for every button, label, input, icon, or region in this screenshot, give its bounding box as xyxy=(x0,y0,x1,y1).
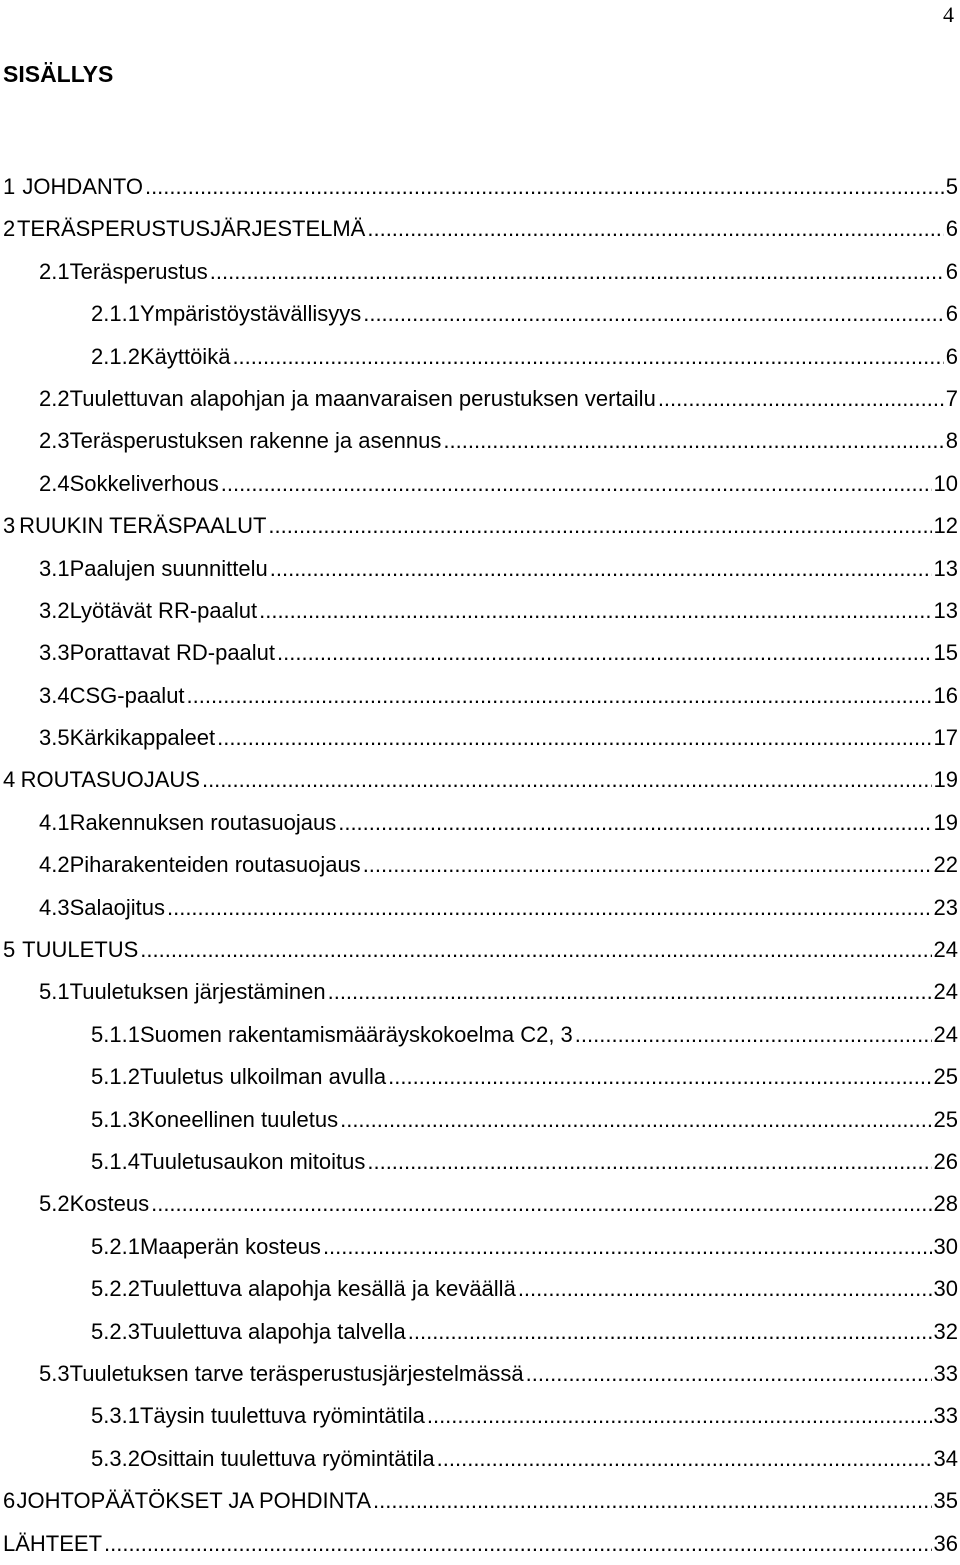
toc-entry-title: Piharakenteiden routasuojaus xyxy=(69,852,361,878)
toc-entry-number: 4 xyxy=(3,767,16,793)
toc-dot-leader xyxy=(328,971,932,1013)
toc-entry-page: 24 xyxy=(933,1021,958,1047)
toc-entry-number: 2.1.2 xyxy=(91,343,140,369)
toc-dot-leader xyxy=(151,1183,931,1225)
toc-entry[interactable] xyxy=(0,208,958,250)
toc-entry-title: Lyötävät RR-paalut xyxy=(69,597,258,623)
toc-entry-title: Kosteus xyxy=(69,1191,150,1217)
toc-dot-leader xyxy=(575,1014,932,1056)
toc-entry-title: JOHDANTO xyxy=(22,174,143,199)
toc-entry[interactable] xyxy=(0,632,958,674)
toc-dot-leader xyxy=(518,1268,932,1310)
toc-entry[interactable] xyxy=(0,887,958,929)
toc-entry[interactable] xyxy=(0,463,958,505)
toc-entry[interactable] xyxy=(0,251,958,293)
toc-entry-number: 3.2 xyxy=(39,597,70,623)
table-of-contents xyxy=(0,166,958,1565)
toc-dot-leader xyxy=(232,336,943,378)
toc-entry-number: 2.1 xyxy=(39,258,70,284)
toc-entry[interactable] xyxy=(0,717,958,759)
toc-entry-page: 30 xyxy=(933,1276,958,1302)
toc-entry[interactable] xyxy=(0,1099,958,1141)
toc-entry-page: 24 xyxy=(933,937,958,963)
toc-entry-title: LÄHTEET xyxy=(3,1530,103,1556)
toc-entry-title: Suomen rakentamismääräyskokoelma C2, 3 xyxy=(139,1021,573,1047)
toc-entry-page: 35 xyxy=(933,1488,958,1514)
toc-entry-title: Tuulettuva alapohja talvella xyxy=(139,1318,406,1344)
toc-dot-leader xyxy=(427,1395,932,1437)
toc-entry-title: Täysin tuulettuva ryömintätila xyxy=(139,1403,425,1429)
toc-entry[interactable] xyxy=(0,505,958,547)
toc-entry-page: 10 xyxy=(933,470,958,496)
toc-dot-leader xyxy=(187,675,932,717)
toc-dot-leader xyxy=(408,1311,932,1353)
toc-dot-leader xyxy=(221,463,932,505)
toc-entry-number: 2.2 xyxy=(39,385,70,411)
toc-entry-title: TERÄSPERUSTUSJÄRJESTELMÄ xyxy=(16,216,366,242)
toc-entry-number: 2.4 xyxy=(39,470,70,496)
toc-entry-number: 2.1.1 xyxy=(91,301,140,327)
toc-entry[interactable] xyxy=(0,1056,958,1098)
toc-entry-page: 23 xyxy=(933,894,958,920)
toc-entry-page: 36 xyxy=(933,1530,958,1556)
toc-entry[interactable] xyxy=(0,1523,958,1565)
toc-entry-title: Maaperän kosteus xyxy=(139,1233,321,1259)
toc-entry[interactable] xyxy=(0,1480,958,1522)
toc-entry[interactable] xyxy=(0,1226,958,1268)
toc-entry[interactable] xyxy=(0,293,958,335)
toc-entry[interactable] xyxy=(0,590,958,632)
toc-entry[interactable] xyxy=(0,548,958,590)
toc-entry-page: 13 xyxy=(933,597,958,623)
toc-entry[interactable] xyxy=(0,1268,958,1310)
toc-entry-page: 34 xyxy=(933,1445,958,1471)
toc-entry-number: 5.1.4 xyxy=(91,1148,140,1174)
toc-dot-leader xyxy=(367,1141,931,1183)
toc-entry-number: 5.2.1 xyxy=(91,1233,140,1259)
toc-entry-page: 7 xyxy=(945,385,958,411)
toc-entry-page: 6 xyxy=(945,258,958,284)
toc-dot-leader xyxy=(363,844,932,886)
toc-entry-title: JOHTOPÄÄTÖKSET JA POHDINTA xyxy=(16,1488,372,1514)
toc-entry-page: 16 xyxy=(933,682,958,708)
toc-entry[interactable] xyxy=(0,1183,958,1225)
toc-dot-leader xyxy=(340,1099,931,1141)
toc-entry[interactable] xyxy=(0,929,958,971)
toc-entry-title: CSG-paalut xyxy=(69,682,185,708)
toc-entry-page: 17 xyxy=(933,725,958,751)
toc-entry[interactable] xyxy=(0,1438,958,1480)
toc-entry[interactable] xyxy=(0,1311,958,1353)
toc-dot-leader xyxy=(388,1056,931,1098)
toc-entry-number: 1 xyxy=(3,174,16,199)
toc-dot-leader xyxy=(259,590,931,632)
toc-entry[interactable] xyxy=(0,378,958,420)
toc-entry-page: 13 xyxy=(933,555,958,581)
toc-entry-title: Teräsperustus xyxy=(69,258,208,284)
toc-dot-leader xyxy=(140,929,931,971)
toc-entry-page: 12 xyxy=(933,513,958,539)
toc-entry-title: Salaojitus xyxy=(69,894,165,920)
toc-dot-leader xyxy=(104,1523,931,1565)
toc-entry[interactable] xyxy=(0,166,958,208)
toc-entry[interactable] xyxy=(0,1395,958,1437)
toc-dot-leader xyxy=(526,1353,932,1395)
toc-entry-page: 32 xyxy=(933,1318,958,1344)
toc-dot-leader xyxy=(338,802,931,844)
toc-entry-title: Kärkikappaleet xyxy=(69,725,216,751)
toc-dot-leader xyxy=(202,759,932,801)
toc-entry-page: 33 xyxy=(933,1403,958,1429)
toc-entry-number: 6 xyxy=(3,1488,16,1514)
toc-entry-number: 2.3 xyxy=(39,428,70,454)
toc-entry-number: 5.1.2 xyxy=(91,1064,140,1090)
toc-entry-number: 5.3 xyxy=(39,1360,70,1386)
toc-entry-title: Tuuletuksen järjestäminen xyxy=(69,979,326,1005)
toc-entry-title: Tuuletusaukon mitoitus xyxy=(139,1148,366,1174)
toc-dot-leader xyxy=(167,887,932,929)
toc-entry-title: Ympäristöystävällisyys xyxy=(139,301,362,327)
toc-entry-number: 3.3 xyxy=(39,640,70,666)
toc-entry-number: 4.3 xyxy=(39,894,70,920)
toc-dot-leader xyxy=(443,420,943,462)
toc-dot-leader xyxy=(373,1480,931,1522)
toc-dot-leader xyxy=(217,717,931,759)
toc-heading: SISÄLLYS xyxy=(3,61,114,87)
toc-entry-number: 2 xyxy=(3,216,16,242)
toc-entry[interactable] xyxy=(0,802,958,844)
toc-dot-leader xyxy=(437,1438,932,1480)
toc-entry[interactable] xyxy=(0,1353,958,1395)
toc-entry-title: Tuulettuvan alapohjan ja maanvaraisen perustuksen vertailu xyxy=(69,385,656,411)
toc-entry-title: Koneellinen tuuletus xyxy=(139,1106,339,1132)
toc-entry-number: 5.2.2 xyxy=(91,1276,140,1302)
toc-dot-leader xyxy=(363,293,944,335)
toc-entry-title: ROUTASUOJAUS xyxy=(20,767,200,793)
toc-entry-title: TUULETUS xyxy=(22,937,139,963)
toc-entry-number: 4.1 xyxy=(39,809,70,835)
toc-entry-number: 5.1.3 xyxy=(91,1106,140,1132)
toc-entry-title: Sokkeliverhous xyxy=(69,470,219,496)
toc-entry-number: 5.1.1 xyxy=(91,1021,140,1047)
toc-entry-page: 28 xyxy=(933,1191,958,1217)
toc-entry[interactable] xyxy=(0,420,958,462)
toc-entry-title: Rakennuksen routasuojaus xyxy=(69,809,337,835)
toc-entry[interactable] xyxy=(0,844,958,886)
toc-entry-page: 33 xyxy=(933,1360,958,1386)
toc-entry-title: Tuuletus ulkoilman avulla xyxy=(139,1064,387,1090)
toc-entry-page: 24 xyxy=(933,979,958,1005)
toc-dot-leader xyxy=(268,505,931,547)
toc-entry-page: 30 xyxy=(933,1233,958,1259)
toc-entry-title: Tuulettuva alapohja kesällä ja keväällä xyxy=(139,1276,516,1302)
toc-entry-number: 4.2 xyxy=(39,852,70,878)
toc-entry-title: Käyttöikä xyxy=(139,343,231,369)
toc-entry-number: 5.3.1 xyxy=(91,1403,140,1429)
toc-entry-page: 15 xyxy=(933,640,958,666)
toc-dot-leader xyxy=(145,166,944,208)
page-number: 4 xyxy=(943,2,954,27)
toc-entry-title: Tuuletuksen tarve teräsperustusjärjestelmässä xyxy=(69,1360,524,1386)
toc-entry-number: 3 xyxy=(3,513,16,539)
toc-dot-leader xyxy=(277,632,931,674)
toc-entry-title: Osittain tuulettuva ryömintätila xyxy=(139,1445,435,1471)
toc-entry[interactable] xyxy=(0,971,958,1013)
toc-entry-number: 3.1 xyxy=(39,555,70,581)
toc-entry-page: 6 xyxy=(945,301,958,327)
toc-entry[interactable] xyxy=(0,675,958,717)
toc-entry[interactable] xyxy=(0,1141,958,1183)
toc-entry-number: 5 xyxy=(3,937,16,963)
toc-dot-leader xyxy=(658,378,944,420)
toc-entry-page: 25 xyxy=(933,1064,958,1090)
toc-entry-page: 6 xyxy=(945,216,958,242)
toc-dot-leader xyxy=(323,1226,932,1268)
toc-entry-page: 26 xyxy=(933,1148,958,1174)
toc-entry[interactable] xyxy=(0,1014,958,1056)
toc-entry-page: 8 xyxy=(945,428,958,454)
toc-entry-title: Porattavat RD-paalut xyxy=(69,640,276,666)
toc-entry-page: 19 xyxy=(933,767,958,793)
toc-entry-page: 19 xyxy=(933,809,958,835)
toc-entry-page: 22 xyxy=(933,852,958,878)
toc-entry[interactable] xyxy=(0,336,958,378)
toc-entry-number: 3.4 xyxy=(39,682,70,708)
toc-entry[interactable] xyxy=(0,759,958,801)
toc-entry-page: 25 xyxy=(933,1106,958,1132)
toc-entry-title: Teräsperustuksen rakenne ja asennus xyxy=(69,428,442,454)
toc-entry-number: 3.5 xyxy=(39,725,70,751)
toc-entry-number: 5.2.3 xyxy=(91,1318,140,1344)
toc-dot-leader xyxy=(367,208,943,250)
toc-entry-title: RUUKIN TERÄSPAALUT xyxy=(19,513,267,539)
toc-entry-page: 5 xyxy=(945,174,958,199)
toc-dot-leader xyxy=(210,251,944,293)
toc-entry-number: 5.1 xyxy=(39,979,70,1005)
toc-dot-leader xyxy=(270,548,932,590)
toc-entry-title: Paalujen suunnittelu xyxy=(69,555,268,581)
toc-entry-page: 6 xyxy=(945,343,958,369)
toc-entry-number: 5.2 xyxy=(39,1191,70,1217)
toc-entry-number: 5.3.2 xyxy=(91,1445,140,1471)
